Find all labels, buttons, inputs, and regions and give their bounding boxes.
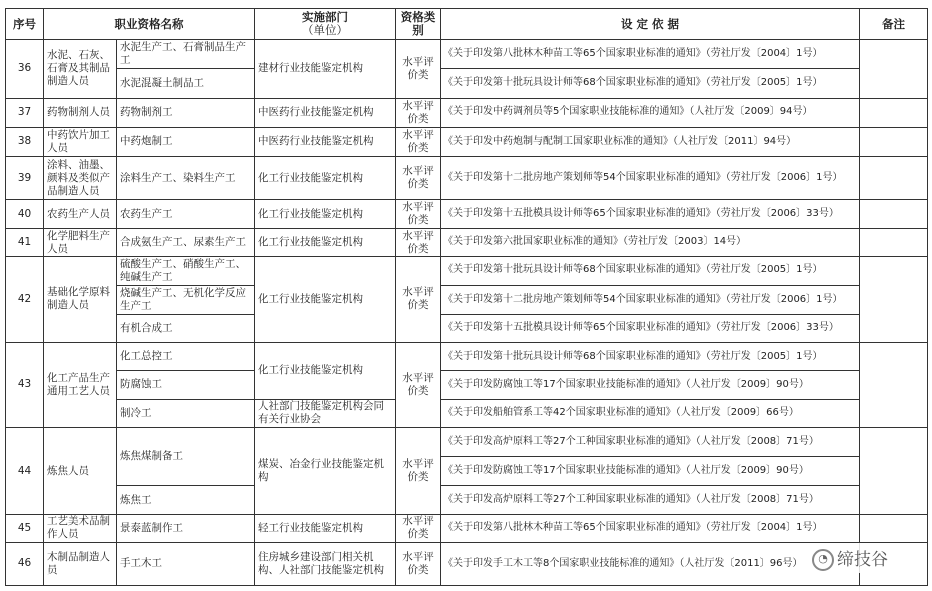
row-department: 住房城乡建设部门相关机构、人社部门技能鉴定机构 [255, 542, 396, 586]
row-basis: 《关于印发第十批玩具设计师等68个国家职业标准的通知》（劳社厅发〔2005〕1号） [441, 69, 860, 98]
row-category: 炼焦人员 [44, 427, 117, 515]
row-basis: 《关于印发高炉原料工等27个工种国家职业标准的通知》（人社厅发〔2008〕71号） [441, 486, 860, 515]
row-basis: 《关于印发高炉原料工等27个工种国家职业标准的通知》（人社厅发〔2008〕71号） [441, 427, 860, 456]
row-basis: 《关于印发第十批玩具设计师等68个国家职业标准的通知》（劳社厅发〔2005〕1号） [441, 256, 860, 285]
row-occupation: 炼焦工 [117, 486, 255, 515]
row-occupation: 防腐蚀工 [117, 371, 255, 399]
row-seq: 46 [6, 542, 44, 586]
row-category: 工艺美术品制作人员 [44, 515, 117, 542]
row-basis: 《关于印发第十批玩具设计师等68个国家职业标准的通知》（劳社厅发〔2005〕1号） [441, 343, 860, 371]
row-note [860, 127, 928, 156]
watermark-text: 缔技谷 [837, 550, 888, 570]
row-department: 中医药行业技能鉴定机构 [255, 127, 396, 156]
table-row [6, 486, 928, 515]
table-row [6, 427, 928, 456]
row-occupation: 化工总控工 [117, 343, 255, 371]
row-note [860, 229, 928, 256]
row-occupation: 烧碱生产工、无机化学反应生产工 [117, 285, 255, 314]
header-dept-sub: （单位） [302, 23, 348, 38]
row-seq: 45 [6, 515, 44, 542]
row-department: 建材行业技能鉴定机构 [255, 40, 396, 98]
row-category: 农药生产人员 [44, 200, 117, 229]
row-occupation: 水泥混凝土制品工 [117, 69, 255, 98]
row-basis: 《关于印发防腐蚀工等17个国家职业技能标准的通知》（人社厅发〔2009〕90号） [441, 371, 860, 399]
row-category: 药物制剂人员 [44, 98, 117, 127]
row-note [860, 343, 928, 428]
table-row [6, 40, 928, 69]
row-department: 化工行业技能鉴定机构 [255, 229, 396, 256]
row-seq: 38 [6, 127, 44, 156]
row-type: 水平评价类 [396, 427, 441, 515]
header-seq: 序号 [6, 9, 44, 40]
row-category: 涂料、油墨、颜料及类似产品制造人员 [44, 156, 117, 199]
row-basis: 《关于印发手工木工等8个国家职业技能标准的通知》（人社厅发〔2011〕96号） [441, 542, 860, 586]
row-type: 水平评价类 [396, 40, 441, 98]
row-occupation: 硫酸生产工、硝酸生产工、纯碱生产工 [117, 256, 255, 285]
row-occupation: 涂料生产工、染料生产工 [117, 156, 255, 199]
row-category: 中药饮片加工人员 [44, 127, 117, 156]
table-row [6, 371, 928, 399]
row-basis: 《关于印发防腐蚀工等17个国家职业技能标准的通知》（人社厅发〔2009〕90号） [441, 456, 860, 485]
row-note [860, 515, 928, 542]
row-seq: 41 [6, 229, 44, 256]
table-row [6, 315, 928, 343]
header-row [6, 9, 928, 40]
row-seq: 37 [6, 98, 44, 127]
row-occupation: 合成氨生产工、尿素生产工 [117, 229, 255, 256]
row-department: 化工行业技能鉴定机构 [255, 200, 396, 229]
row-category: 化工产品生产通用工艺人员 [44, 343, 117, 428]
table-row [6, 542, 928, 586]
row-basis: 《关于印发第八批林木种苗工等65个国家职业标准的通知》（劳社厅发〔2004〕1号） [441, 40, 860, 69]
table-row [6, 229, 928, 256]
table-row [6, 69, 928, 98]
row-note [860, 40, 928, 98]
table-row [6, 127, 928, 156]
row-seq: 39 [6, 156, 44, 199]
table-row [6, 98, 928, 127]
row-occupation: 农药生产工 [117, 200, 255, 229]
row-seq: 36 [6, 40, 44, 98]
row-basis: 《关于印发第十五批模具设计师等65个国家职业标准的通知》（劳社厅发〔2006〕33号） [441, 315, 860, 343]
row-type: 水平评价类 [396, 127, 441, 156]
row-category: 水泥、石灰、石膏及其制品制造人员 [44, 40, 117, 98]
row-department: 化工行业技能鉴定机构 [255, 156, 396, 199]
row-type: 水平评价类 [396, 256, 441, 343]
table-row [6, 256, 928, 285]
table-row [6, 285, 928, 314]
row-category: 基础化学原料制造人员 [44, 256, 117, 343]
row-department: 化工行业技能鉴定机构 [255, 256, 396, 343]
row-basis: 《关于印发中药调剂员等5个国家职业技能标准的通知》（人社厅发〔2009〕94号） [441, 98, 860, 127]
row-type: 水平评价类 [396, 200, 441, 229]
wechat-icon: ◔ [812, 549, 834, 571]
row-occupation: 药物制剂工 [117, 98, 255, 127]
row-basis: 《关于印发中药炮制与配制工国家职业标准的通知》（人社厅发〔2011〕94号） [441, 127, 860, 156]
row-type: 水平评价类 [396, 515, 441, 542]
row-type: 水平评价类 [396, 343, 441, 428]
row-type: 水平评价类 [396, 156, 441, 199]
row-occupation: 制冷工 [117, 399, 255, 427]
row-basis: 《关于印发第十五批模具设计师等65个国家职业标准的通知》（劳社厅发〔2006〕33号） [441, 200, 860, 229]
header-name: 职业资格名称 [44, 9, 255, 40]
row-seq: 42 [6, 256, 44, 343]
row-department: 化工行业技能鉴定机构 [255, 343, 396, 399]
row-basis: 《关于印发第十二批房地产策划师等54个国家职业标准的通知》（劳社厅发〔2006〕1号） [441, 285, 860, 314]
qualification-table [5, 8, 928, 586]
header-type: 资格类别 [396, 9, 441, 40]
row-basis: 《关于印发第六批国家职业标准的通知》（劳社厅发〔2003〕14号） [441, 229, 860, 256]
row-department: 煤炭、冶金行业技能鉴定机构 [255, 427, 396, 515]
table-row [6, 515, 928, 542]
row-department: 中医药行业技能鉴定机构 [255, 98, 396, 127]
row-occupation: 景泰蓝制作工 [117, 515, 255, 542]
row-category: 木制品制造人员 [44, 542, 117, 586]
row-note [860, 427, 928, 515]
header-dept [255, 9, 396, 40]
table-row [6, 343, 928, 371]
row-occupation: 手工木工 [117, 542, 255, 586]
row-type: 水平评价类 [396, 98, 441, 127]
row-seq: 43 [6, 343, 44, 428]
table-row [6, 200, 928, 229]
row-department: 人社部门技能鉴定机构会同有关行业协会 [255, 399, 396, 427]
row-basis: 《关于印发第十二批房地产策划师等54个国家职业标准的通知》（劳社厅发〔2006〕1号） [441, 156, 860, 199]
row-basis: 《关于印发第八批林木种苗工等65个国家职业标准的通知》（劳社厅发〔2004〕1号） [441, 515, 860, 542]
row-note [860, 98, 928, 127]
row-seq: 40 [6, 200, 44, 229]
header-basis: 设 定 依 据 [441, 9, 860, 40]
row-seq: 44 [6, 427, 44, 515]
table-row [6, 399, 928, 427]
row-occupation: 中药炮制工 [117, 127, 255, 156]
row-note [860, 200, 928, 229]
row-category: 化学肥料生产人员 [44, 229, 117, 256]
row-note [860, 256, 928, 343]
row-type: 水平评价类 [396, 229, 441, 256]
row-note [860, 156, 928, 199]
row-type: 水平评价类 [396, 542, 441, 586]
table-row [6, 156, 928, 199]
row-occupation: 有机合成工 [117, 315, 255, 343]
header-note: 备注 [860, 9, 928, 40]
watermark [808, 543, 892, 573]
row-department: 轻工行业技能鉴定机构 [255, 515, 396, 542]
row-occupation: 炼焦煤制备工 [117, 427, 255, 485]
header-dept-main: 实施部门 [302, 10, 348, 25]
row-occupation: 水泥生产工、石膏制品生产工 [117, 40, 255, 69]
row-basis: 《关于印发船舶管系工等42个国家职业标准的通知》（人社厅发〔2009〕66号） [441, 399, 860, 427]
